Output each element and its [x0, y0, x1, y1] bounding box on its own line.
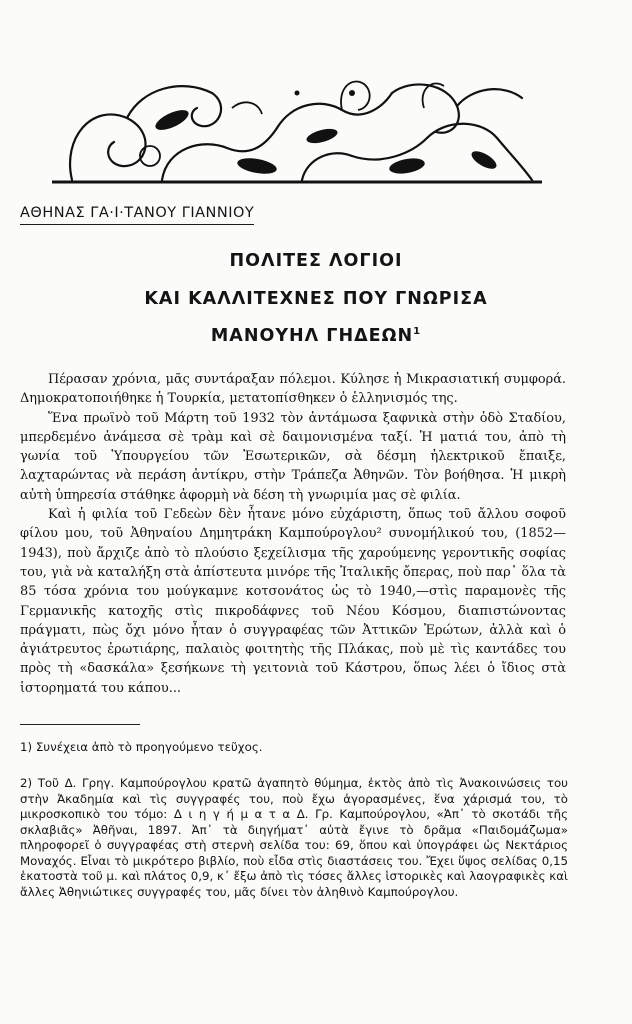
article-subtitle	[0, 326, 632, 346]
article-body	[20, 370, 566, 698]
paragraph-1: Πέρασαν χρόνια, μᾶς συντάραξαν πόλεμοι. Κύλησε ἡ Μικρασιατική συμφορά. Δημοκρατοποιήθηκε ἡ Τουρκία, μετατοπίσθηκεν ὁ ἑλληνισμός της.	[20, 372, 566, 407]
floral-vine-ornament-icon	[52, 48, 542, 188]
footnote-marker: 1	[413, 326, 422, 338]
author-name: ΑΘΗΝΑΣ ΓΑ·Ι·ΤΑΝΟΥ ΓΙΑΝΝΙΟΥ	[20, 205, 254, 225]
paragraph-2: Ἕνα πρωϊνὸ τοῦ Μάρτη τοῦ 1932 τὸν ἀντάμωσα ξαφνικὰ στὴν ὁδὸ Σταδίου, μπερδεμένο ἀνάμεσα σὲ τρὰμ καὶ σὲ δαιμονισμένα ταξί. Ἡ ματιά του, ἀπὸ τὴ γωνία τοῦ Ὑπουργείου τῶν Ἐσωτερικῶν, σὰ δέσμη ἠλεκτρικοῦ ἔπαιξε, λαχταρώντας νὰ περάση ἀντίκρυ, στὴν Τράπεζα Ἀθηνῶν. Τὸν βοήθησα. Ἡ μικρὴ αὐτὴ ὑπηρεσία στάθηκε ἀφορμὴ νὰ δέση τὴ γνωριμία μας σὲ φιλία.	[20, 410, 566, 503]
article-title-line-1: ΠΟΛΙΤΕΣ ΛΟΓΙΟΙ	[229, 251, 403, 271]
article-title-line-2: ΚΑΙ ΚΑΛΛΙΤΕΧΝΕΣ ΠΟΥ ΓΝΩΡΙΣΑ	[144, 289, 488, 309]
paragraph-3: Καὶ ἡ φιλία τοῦ Γεδεὼν δὲν ἦτανε μόνο εὐχάριστη, ὅπως τοῦ ἄλλου σοφοῦ φίλου μου, τοῦ Ἀθηναίου Δημητράκη Καμπούρογλου² συνομήλικού του, (1852—1943), ποὺ ἄρχιζε ἀπὸ τὸ πλούσιο ξεχείλισμα τῆς χαρούμενης γεροντικῆς σοφίας του, γιὰ νὰ καταλήξη στὰ ἀπίστευτα μινόρε τῆς Ἰταλικῆς ὄπερας, ποὺ παρ᾽ ὅλα τὰ 85 τόσα χρόνια του μούγκαμνε κοτσονάτος ὡς τὸ 1940,—στὶς παραμονὲς τῆς Γερμανικῆς κατοχῆς στὶς πικροδάφνες τοῦ Νέου Κόσμου, διαπιστώνοντας πράγματι, πὼς ὄχι μόνο ἦταν ὁ συγγραφέας τῶν Ἀττικῶν Ἐρώτων, ἀλλὰ καὶ ὁ ἀγιάτρευτος ἐρωτιάρης, παλαιὸς φοιτητὴς τῆς Πλάκας, ποὺ μὲ τὶς καντάδες του πρὸς τὴ «δασκάλα» ξεσήκωνε τὴ γειτονιὰ τοῦ Κάστρου, ὅπως λέει ὁ ἴδιος στὰ ἱστορηματά του κάπου...	[20, 507, 566, 696]
footnote-2: 2) Τοῦ Δ. Γρηγ. Καμπούρογλου κρατῶ ἀγαπητὸ θύμημα, ἐκτὸς ἀπὸ τὶς Ἀνακοινώσεις του στὴν Ἀκαδημία καὶ τὶς συγγραφές του, ποὺ ἔχω ἀγορασμένες, ἕνα χάρισμά του, τὸ μικροσκοπικὸ του τόμο: Δ ι η γ ή μ α τ α Δ. Γρ. Καμπούρογλου, «Ἀπ᾽ τὸ σκοτάδι τῆς σκλαβιᾶς» Ἀθῆναι, 1897. Ἀπ᾽ τὰ διηγήματ᾽ αὐτὰ ἔγινε τὸ δρᾶμα «Παιδομάζωμα» πληροφορεῖ ὁ συγγραφέας στὴ στερνὴ σελίδα του: 69, ὅπου καὶ ὑπογράφει ὡς Νεκτάριος Μοναχός. Εἶναι τὸ μικρότερο βιβλίο, ποὺ εἶδα στὶς διαστάσεις του. Ἔχει ὕψος σελίδας 0,15 ἑκατοστὰ τοῦ μ. καὶ πλάτος 0,9, κ᾽ ἔξω ἀπὸ τὶς τόσες ἄλλες ἱστορικὲς καὶ λαογραφικὲς καὶ ἄλλες Ἀθηνιώτικες συγγραφές του, μᾶς δίνει τὸν ἀληθινὸ Καμπούρογλου.	[20, 776, 568, 899]
subtitle-text: ΜΑΝΟΥΗΛ ΓΗΔΕΩΝ	[210, 326, 414, 346]
footnote-1: 1) Συνέχεια ἀπὸ τὸ προηγούμενο τεῦχος.	[20, 740, 263, 754]
footnote-divider	[20, 724, 140, 725]
